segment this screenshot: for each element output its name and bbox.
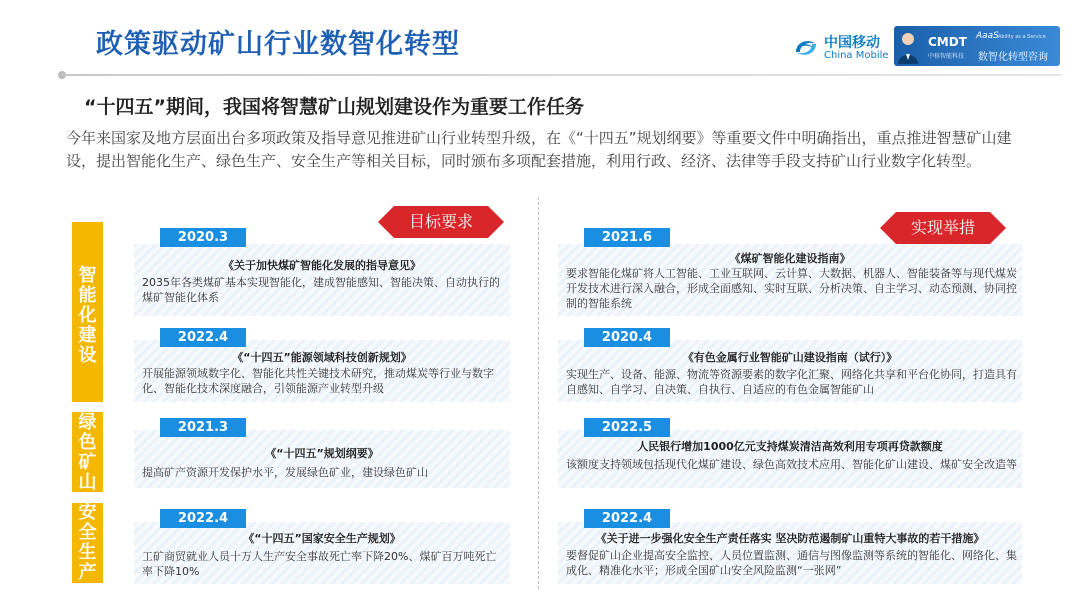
consultant-person-icon bbox=[896, 30, 920, 64]
policy-title: 《关于加快煤矿智能化发展的指导意见》 bbox=[223, 259, 421, 272]
policy-body: 工矿商贸就业人员十万人生产安全事故死亡率下降20%、煤矿百万吨死亡率下降10% bbox=[142, 550, 497, 578]
policy-date: 2022.4 bbox=[160, 509, 246, 528]
header-divider bbox=[62, 74, 1062, 76]
policy-date: 2021.3 bbox=[160, 418, 246, 437]
policy-title: 《“十四五”规划纲要》 bbox=[265, 447, 379, 460]
cmdt-name: CMDT bbox=[928, 35, 967, 49]
ribbon-goals-label: 目标要求 bbox=[408, 212, 473, 231]
category-label-green: 绿色矿山 bbox=[78, 412, 97, 493]
measure-date: 2021.6 bbox=[584, 228, 670, 247]
measure-title: 人民银行增加1000亿元支持煤炭清洁高效利用专项再贷款额度 bbox=[637, 440, 943, 453]
category-label-intelligent: 智能化建设 bbox=[78, 265, 97, 366]
policy-title: 《“十四五”能源领域科技创新规划》 bbox=[232, 351, 412, 364]
measure-body: 要督促矿山企业提高安全监控、人员位置监测、通信与图像监测等系统的智能化、网络化、集成化、精准化水平；形成全国矿山安全风险监测“一张网” bbox=[566, 549, 1017, 577]
measure-date: 2020.4 bbox=[584, 328, 670, 347]
policy-title: 《“十四五”国家安全生产规划》 bbox=[243, 532, 401, 545]
intro-paragraph: 今年来国家及地方层面出台多项政策及指导意见推进矿山行业转型升级，在《“十四五”规划纲要》等重要文件中明确指出，重点推进智慧矿山建设，提出智能化生产、绿色生产、安全生产等相关目标，同时颁布多项配套措施，利用行政、经济、法律等手段支持矿山行业数字化转型。 bbox=[66, 129, 1012, 170]
category-label-safety: 安全生产 bbox=[78, 502, 97, 583]
ribbon-measures bbox=[880, 212, 1006, 244]
china-mobile-swirl-icon bbox=[790, 32, 822, 64]
aaas-label: AaaS bbox=[976, 31, 999, 41]
china-mobile-name-cn: 中国移动 bbox=[824, 35, 880, 51]
section-subtitle: “十四五”期间，我国将智慧矿山规划建设作为重要工作任务 bbox=[84, 96, 584, 118]
cmdt-logo bbox=[894, 26, 1060, 66]
policy-date: 2022.4 bbox=[160, 328, 246, 347]
china-mobile-name-en: China Mobile bbox=[824, 50, 889, 61]
aaas-english: Ability as a Service bbox=[998, 34, 1046, 40]
measure-date: 2022.4 bbox=[584, 509, 670, 528]
ribbon-measures-label: 实现举措 bbox=[910, 218, 975, 237]
measure-body: 要求智能化煤矿将人工智能、工业互联网、云计算、大数据、机器人、智能装备等与现代煤炭开发技术进行深入融合，形成全面感知、实时互联、分析决策、自主学习、动态预测、协同控制的智能系统 bbox=[566, 267, 1017, 310]
china-mobile-logo bbox=[790, 30, 890, 66]
consulting-label: 数智化转型咨询 bbox=[978, 52, 1048, 63]
measure-title: 《关于进一步强化安全生产责任落实 坚决防范遏制矿山重特大事故的若干措施》 bbox=[595, 532, 985, 545]
policy-body: 开展能源领域数字化、智能化共性关键技术研究，推动煤炭等行业与数字化、智能化技术深度融合，引领能源产业转型升级 bbox=[142, 367, 494, 395]
measure-date: 2022.5 bbox=[584, 418, 670, 437]
policy-date: 2020.3 bbox=[160, 228, 246, 247]
measure-title: 《有色金属行业智能矿山建设指南（试行）》 bbox=[682, 351, 898, 364]
measure-body: 实现生产、设备、能源、物流等资源要素的数字化汇聚、网络化共享和平台化协同，打造具有自感知、自学习、自决策、自执行、自适应的有色金属智能矿山 bbox=[566, 368, 1017, 396]
cmdt-subtitle: 中移智能科技 bbox=[928, 53, 965, 60]
policy-body: 2035年各类煤矿基本实现智能化，建成智能感知、智能决策、自动执行的煤矿智能化体系 bbox=[142, 276, 500, 304]
page-title: 政策驱动矿山行业数智化转型 bbox=[96, 29, 460, 60]
center-divider bbox=[538, 197, 539, 589]
ribbon-goals bbox=[378, 206, 504, 238]
measure-title: 《煤矿智能化建设指南》 bbox=[729, 252, 851, 265]
policy-body: 提高矿产资源开发保护水平，发展绿色矿业，建设绿色矿山 bbox=[142, 466, 428, 479]
measure-body: 该额度支持领域包括现代化煤矿建设、绿色高效技术应用、智能化矿山建设、煤矿安全改造等 bbox=[566, 458, 1017, 471]
